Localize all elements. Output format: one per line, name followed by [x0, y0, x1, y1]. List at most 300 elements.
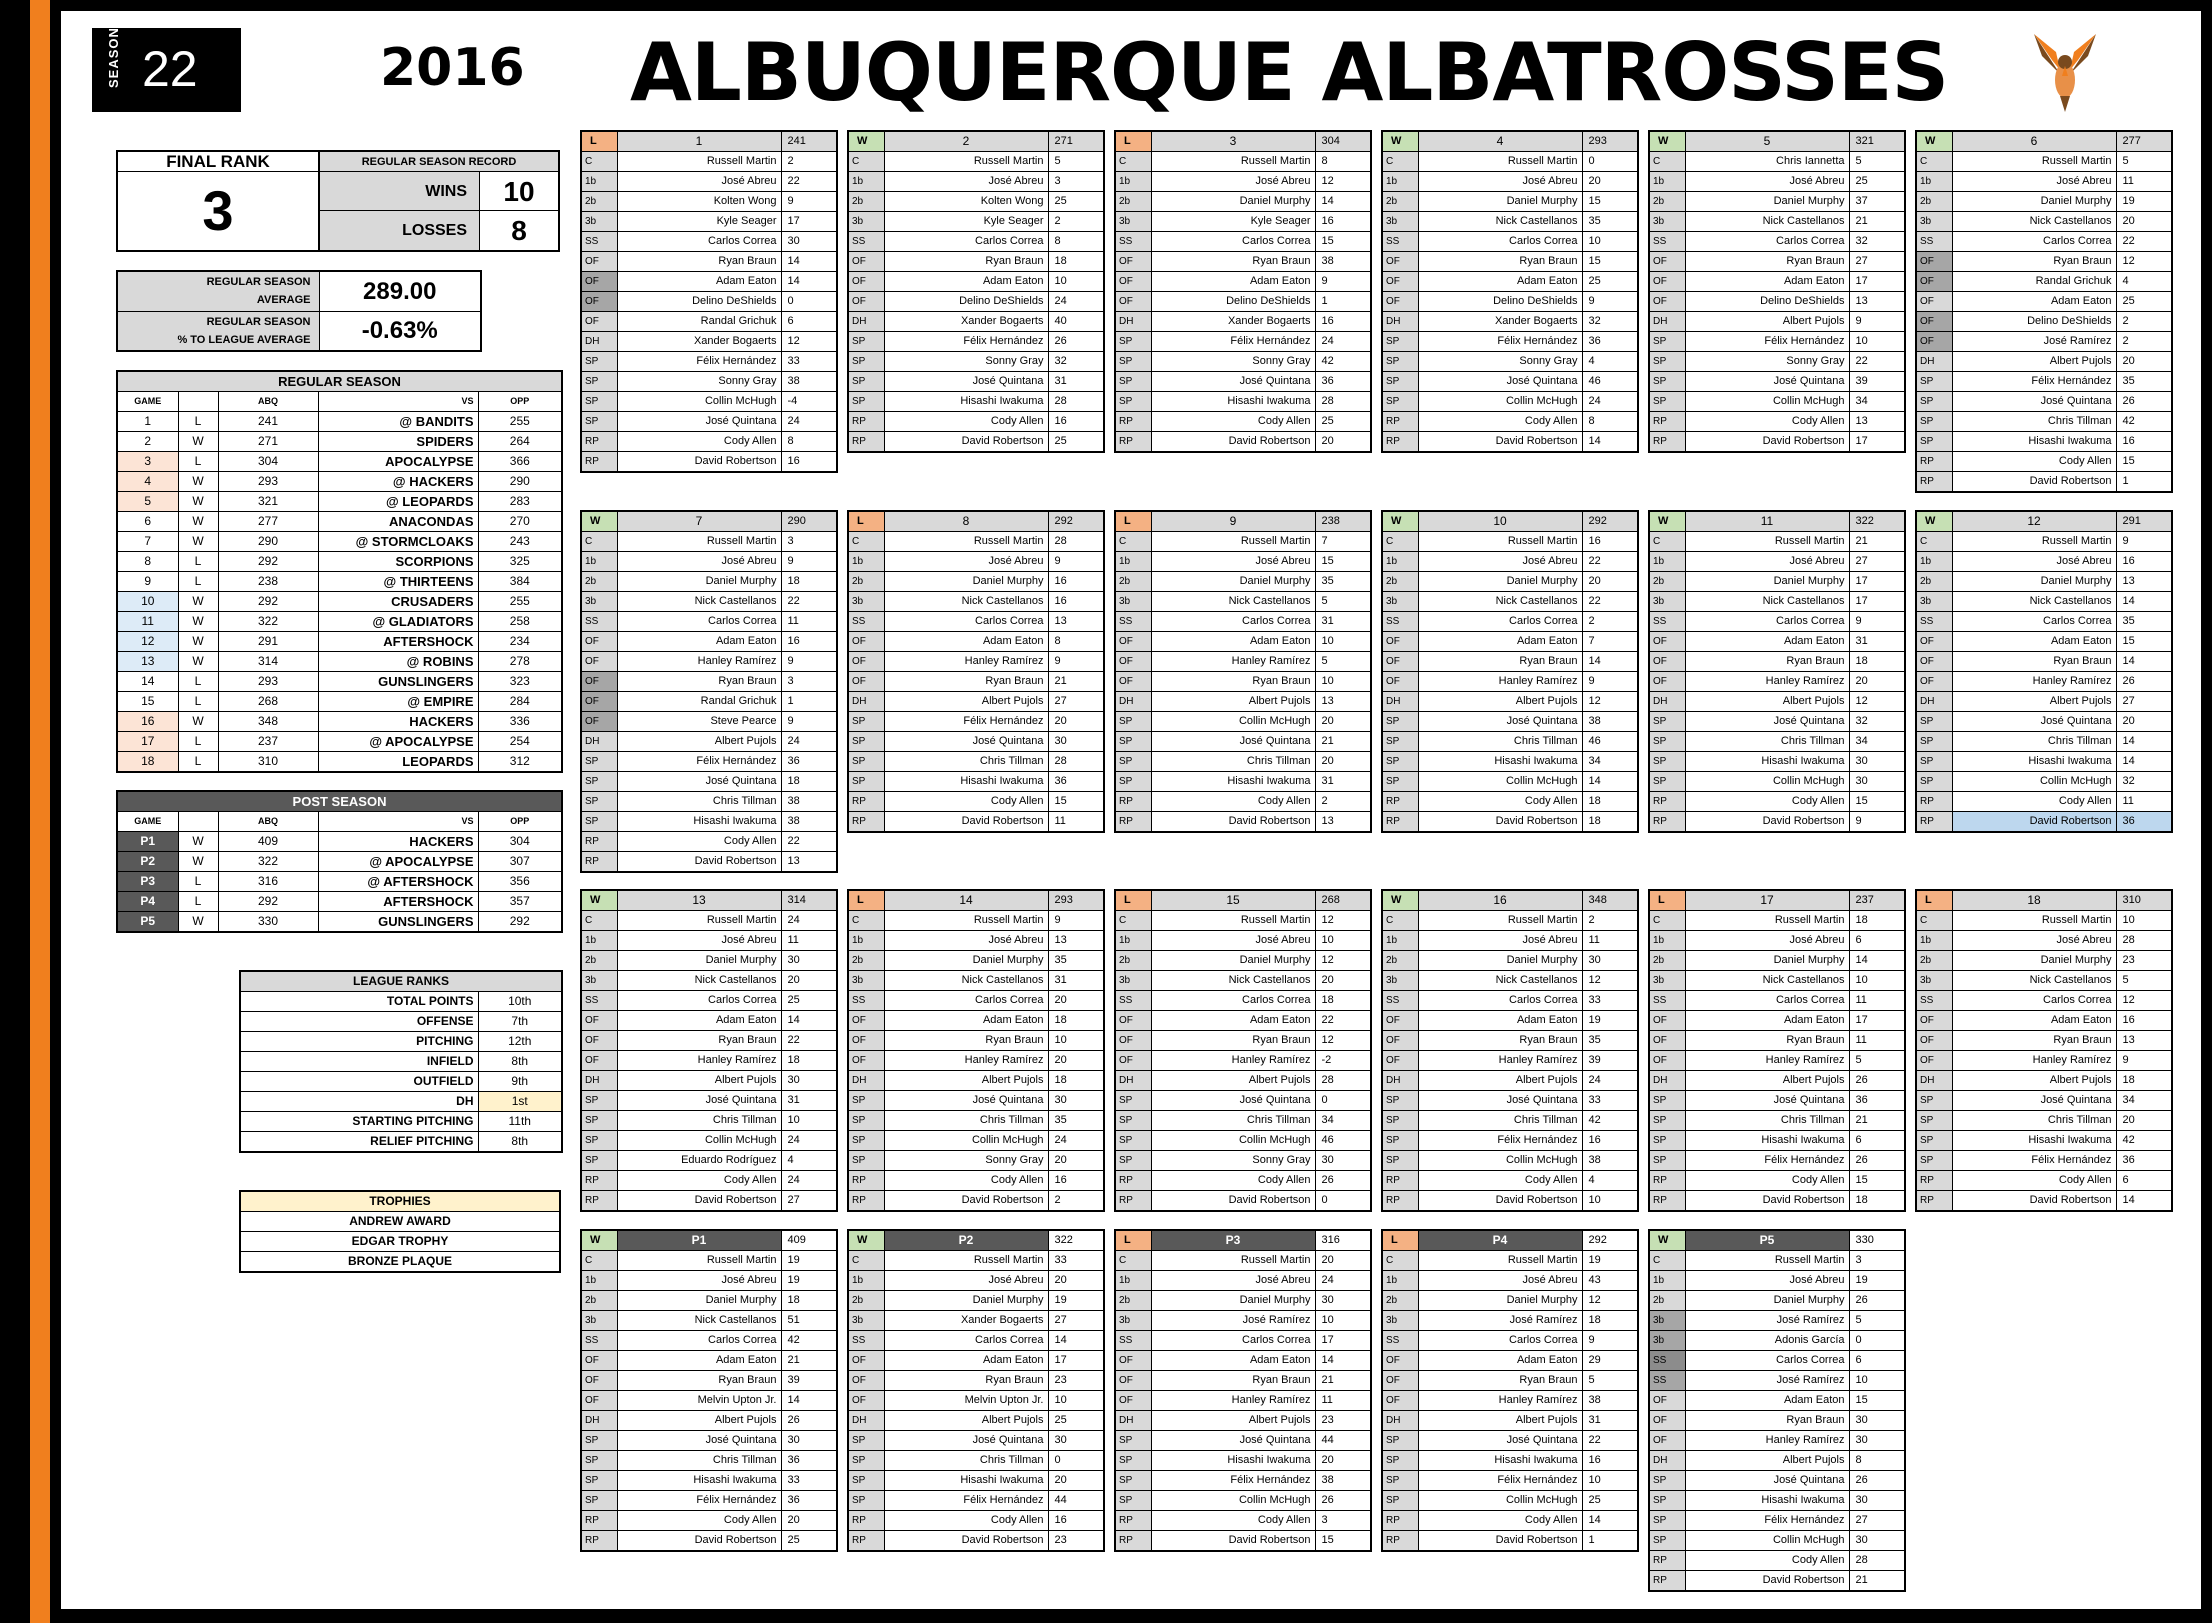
- player-points: 10: [1048, 1391, 1104, 1411]
- table-row: [848, 1531, 1104, 1552]
- league-ranks-title: LEAGUE RANKS: [240, 971, 562, 992]
- player-points: 4: [781, 1151, 837, 1171]
- player-name: Adam Eaton: [1151, 272, 1315, 292]
- player-name: Albert Pujols: [1685, 312, 1849, 332]
- player-points: 24: [781, 732, 837, 752]
- table-row: [1916, 312, 2172, 332]
- player-position: SP: [1649, 332, 1685, 352]
- table-row: [1382, 1511, 1638, 1531]
- player-points: 17: [1849, 572, 1905, 592]
- table-row: [1115, 1491, 1371, 1511]
- table-row: [1916, 951, 2172, 971]
- game-box-header: [581, 511, 837, 532]
- table-row: [581, 1431, 837, 1451]
- player-name: Hisashi Iwakuma: [1685, 1491, 1849, 1511]
- player-position: SP: [1115, 732, 1151, 752]
- player-position: SP: [1649, 1091, 1685, 1111]
- table-row: [1382, 712, 1638, 732]
- player-name: Hanley Ramírez: [617, 652, 781, 672]
- game-box-total: 290: [781, 511, 837, 532]
- post-season-title-row: [117, 791, 562, 812]
- player-position: OF: [1649, 292, 1685, 312]
- game-box-result: W: [1382, 511, 1418, 532]
- opponent-name: @ HACKERS: [318, 472, 478, 492]
- player-points: 14: [781, 252, 837, 272]
- player-points: 13: [1849, 292, 1905, 312]
- player-points: 18: [781, 572, 837, 592]
- player-position: SP: [1916, 372, 1952, 392]
- table-row: [1382, 792, 1638, 812]
- table-row: [848, 652, 1104, 672]
- player-position: SP: [1916, 772, 1952, 792]
- player-points: 14: [781, 1391, 837, 1411]
- table-row: [1115, 931, 1371, 951]
- player-position: SS: [1115, 612, 1151, 632]
- player-position: RP: [1115, 1531, 1151, 1552]
- player-name: José Quintana: [1151, 1091, 1315, 1111]
- game-box-total: 237: [1849, 890, 1905, 911]
- table-row: [581, 1371, 837, 1391]
- player-position: SP: [1382, 1491, 1418, 1511]
- table-row: [117, 672, 562, 692]
- game-box: [847, 130, 1105, 453]
- player-points: 2: [1048, 212, 1104, 232]
- player-name: Félix Hernández: [1418, 1131, 1582, 1151]
- game-box-number: 13: [617, 890, 781, 911]
- game-box-number: 14: [884, 890, 1048, 911]
- player-position: DH: [1649, 1071, 1685, 1091]
- table-row: [1916, 612, 2172, 632]
- player-position: SP: [581, 1091, 617, 1111]
- player-name: Kolten Wong: [884, 192, 1048, 212]
- player-points: 16: [2116, 432, 2172, 452]
- player-position: RP: [1115, 432, 1151, 453]
- player-name: José Ramírez: [1418, 1311, 1582, 1331]
- table-row: [848, 1111, 1104, 1131]
- player-position: SP: [848, 772, 884, 792]
- player-name: Ryan Braun: [617, 1031, 781, 1051]
- table-row: [1115, 532, 1371, 552]
- table-row: [848, 1311, 1104, 1331]
- player-position: OF: [848, 1051, 884, 1071]
- table-row: [1382, 292, 1638, 312]
- player-position: 1b: [581, 931, 617, 951]
- player-points: 24: [1315, 332, 1371, 352]
- table-row: [1115, 352, 1371, 372]
- table-row: [240, 992, 562, 1012]
- player-name: Hisashi Iwakuma: [1151, 772, 1315, 792]
- player-name: Ryan Braun: [617, 672, 781, 692]
- player-name: Hanley Ramírez: [1685, 1051, 1849, 1071]
- team-title: ALBUQUERQUE ALBATROSSES: [630, 26, 1949, 119]
- player-position: SS: [1382, 1331, 1418, 1351]
- player-name: Hanley Ramírez: [884, 1051, 1048, 1071]
- table-row: [1649, 1551, 1905, 1571]
- player-points: 14: [2116, 1191, 2172, 1212]
- player-name: Adam Eaton: [1151, 1351, 1315, 1371]
- player-points: 14: [1582, 772, 1638, 792]
- player-name: Cody Allen: [1685, 412, 1849, 432]
- table-row: [1649, 632, 1905, 652]
- table-row: [1649, 1491, 1905, 1511]
- player-name: Cody Allen: [1418, 1511, 1582, 1531]
- player-position: SP: [1382, 332, 1418, 352]
- player-name: Carlos Correa: [1685, 612, 1849, 632]
- player-position: SS: [848, 991, 884, 1011]
- player-name: Ryan Braun: [884, 672, 1048, 692]
- table-row: [581, 172, 837, 192]
- table-row: [1916, 732, 2172, 752]
- player-name: David Robertson: [617, 1531, 781, 1552]
- player-name: Carlos Correa: [884, 1331, 1048, 1351]
- player-points: 34: [1582, 752, 1638, 772]
- player-points: 8: [781, 432, 837, 452]
- table-row: [1916, 931, 2172, 951]
- game-box-result: L: [848, 511, 884, 532]
- player-position: RP: [1649, 812, 1685, 833]
- opponent-score: 278: [478, 652, 562, 672]
- table-row: [1382, 812, 1638, 833]
- player-points: 24: [1315, 1271, 1371, 1291]
- player-position: C: [1382, 911, 1418, 931]
- game-number: P1: [117, 832, 178, 852]
- player-position: SP: [581, 752, 617, 772]
- player-points: 20: [1849, 672, 1905, 692]
- rank-value: 11th: [478, 1112, 562, 1132]
- player-points: 42: [1315, 352, 1371, 372]
- player-name: Daniel Murphy: [1151, 1291, 1315, 1311]
- player-position: DH: [848, 1071, 884, 1091]
- avg-label: [117, 271, 319, 311]
- player-name: José Abreu: [1685, 172, 1849, 192]
- player-position: SP: [1382, 372, 1418, 392]
- game-box: [1648, 1229, 1906, 1592]
- player-points: 14: [1582, 1511, 1638, 1531]
- table-row: [1115, 152, 1371, 172]
- game-box-result: L: [581, 131, 617, 152]
- player-position: RP: [1649, 1551, 1685, 1571]
- player-points: 14: [1315, 1351, 1371, 1371]
- table-row: [581, 1031, 837, 1051]
- player-name: José Quintana: [1418, 712, 1582, 732]
- abq-score: 322: [218, 852, 318, 872]
- table-row: [848, 1391, 1104, 1411]
- player-position: 3b: [848, 1311, 884, 1331]
- player-name: José Abreu: [884, 552, 1048, 572]
- table-row: [581, 152, 837, 172]
- table-row: [1916, 692, 2172, 712]
- trophies-title: TROPHIES: [240, 1191, 560, 1212]
- player-position: SP: [848, 1111, 884, 1131]
- player-name: David Robertson: [1151, 1191, 1315, 1212]
- table-row: [1382, 772, 1638, 792]
- game-box-header: [1382, 890, 1638, 911]
- game-box-header: [581, 890, 837, 911]
- table-row: [581, 1311, 837, 1331]
- game-box-header: [1649, 1230, 1905, 1251]
- player-name: Russell Martin: [1685, 1251, 1849, 1271]
- table-row: [1382, 312, 1638, 332]
- final-rank-value: 3: [118, 172, 320, 250]
- table-row: [848, 392, 1104, 412]
- player-position: C: [581, 911, 617, 931]
- table-row: [581, 1471, 837, 1491]
- player-points: 14: [1582, 432, 1638, 453]
- player-position: 1b: [1649, 1271, 1685, 1291]
- player-position: OF: [1382, 1011, 1418, 1031]
- player-points: 1: [1582, 1531, 1638, 1552]
- table-row: [848, 1291, 1104, 1311]
- player-name: Russell Martin: [1685, 532, 1849, 552]
- player-position: 3b: [1916, 592, 1952, 612]
- player-name: Félix Hernández: [617, 1491, 781, 1511]
- player-name: Carlos Correa: [1418, 1331, 1582, 1351]
- player-position: 3b: [1382, 592, 1418, 612]
- player-name: Hisashi Iwakuma: [1952, 432, 2116, 452]
- opponent-name: HACKERS: [318, 712, 478, 732]
- player-points: 20: [1315, 712, 1371, 732]
- player-points: 13: [1315, 692, 1371, 712]
- table-row: [1382, 572, 1638, 592]
- player-name: José Abreu: [617, 931, 781, 951]
- player-points: 27: [2116, 692, 2172, 712]
- player-points: 23: [1048, 1371, 1104, 1391]
- player-points: 20: [2116, 212, 2172, 232]
- table-row: [581, 951, 837, 971]
- player-position: SP: [848, 1451, 884, 1471]
- table-row: [1382, 152, 1638, 172]
- column-header: ABQ: [218, 392, 318, 412]
- player-position: SP: [581, 1431, 617, 1451]
- player-points: 19: [1582, 1251, 1638, 1271]
- game-number: 5: [117, 492, 178, 512]
- player-name: Ryan Braun: [617, 1371, 781, 1391]
- player-name: Carlos Correa: [1952, 232, 2116, 252]
- player-position: 2b: [1115, 951, 1151, 971]
- player-points: 33: [1582, 991, 1638, 1011]
- player-points: 2: [2116, 332, 2172, 352]
- table-row: [581, 192, 837, 212]
- player-name: Chris Tillman: [1952, 732, 2116, 752]
- player-position: SP: [848, 752, 884, 772]
- player-position: RP: [1382, 412, 1418, 432]
- player-name: Nick Castellanos: [1418, 971, 1582, 991]
- player-points: 6: [2116, 1171, 2172, 1191]
- player-position: SP: [848, 1431, 884, 1451]
- player-name: Delino DeShields: [1151, 292, 1315, 312]
- player-position: SP: [1115, 752, 1151, 772]
- table-row: [1115, 812, 1371, 833]
- player-points: 36: [781, 1451, 837, 1471]
- table-row: [1382, 752, 1638, 772]
- table-row: [581, 911, 837, 931]
- player-points: 3: [1315, 1511, 1371, 1531]
- player-name: Sonny Gray: [1418, 352, 1582, 372]
- player-points: 40: [1048, 312, 1104, 332]
- table-row: [1916, 592, 2172, 612]
- game-number: 11: [117, 612, 178, 632]
- player-name: Xander Bogaerts: [1151, 312, 1315, 332]
- player-name: Albert Pujols: [617, 1071, 781, 1091]
- player-points: 35: [1048, 951, 1104, 971]
- player-position: OF: [1916, 672, 1952, 692]
- table-row: [1382, 252, 1638, 272]
- player-position: SP: [848, 712, 884, 732]
- player-position: 1b: [1649, 552, 1685, 572]
- table-row: [1916, 752, 2172, 772]
- player-points: 18: [1048, 252, 1104, 272]
- player-points: 25: [1048, 432, 1104, 453]
- player-name: Cody Allen: [1151, 792, 1315, 812]
- table-row: [117, 692, 562, 712]
- table-row: [1916, 352, 2172, 372]
- game-box-number: 6: [1952, 131, 2116, 152]
- regular-season-header-row: [117, 392, 562, 412]
- player-points: 20: [1048, 1471, 1104, 1491]
- player-position: OF: [581, 712, 617, 732]
- player-name: Collin McHugh: [1685, 1531, 1849, 1551]
- game-box-result: W: [581, 890, 617, 911]
- table-row: [1916, 1151, 2172, 1171]
- player-name: Félix Hernández: [1685, 1151, 1849, 1171]
- player-points: 13: [2116, 1031, 2172, 1051]
- table-row: [1382, 172, 1638, 192]
- player-name: Albert Pujols: [617, 732, 781, 752]
- game-box-result: W: [1916, 131, 1952, 152]
- table-row: [848, 1471, 1104, 1491]
- table-row: [1115, 1191, 1371, 1212]
- player-position: RP: [1916, 472, 1952, 493]
- player-position: DH: [848, 1411, 884, 1431]
- table-row: [1115, 971, 1371, 991]
- player-points: 12: [1315, 1031, 1371, 1051]
- player-points: 42: [781, 1331, 837, 1351]
- table-row: [1916, 392, 2172, 412]
- game-box-header: [1916, 131, 2172, 152]
- player-position: C: [1382, 1251, 1418, 1271]
- player-position: SP: [1382, 772, 1418, 792]
- table-row: [1649, 951, 1905, 971]
- player-position: OF: [1382, 1391, 1418, 1411]
- player-position: OF: [1115, 1051, 1151, 1071]
- table-row: [1649, 1251, 1905, 1271]
- game-box-result: L: [1115, 1230, 1151, 1251]
- player-position: RP: [1382, 432, 1418, 453]
- player-name: Ryan Braun: [1151, 672, 1315, 692]
- player-points: 25: [1582, 1491, 1638, 1511]
- player-name: Chris Tillman: [884, 1111, 1048, 1131]
- player-points: 22: [1582, 552, 1638, 572]
- player-position: SP: [1649, 1511, 1685, 1531]
- player-points: 36: [781, 752, 837, 772]
- game-number: 3: [117, 452, 178, 472]
- table-row: [1649, 1371, 1905, 1391]
- opponent-score: 357: [478, 892, 562, 912]
- player-points: 23: [1048, 1531, 1104, 1552]
- player-position: 1b: [1916, 931, 1952, 951]
- player-position: RP: [1115, 1191, 1151, 1212]
- player-points: 35: [1048, 1111, 1104, 1131]
- player-name: Collin McHugh: [1685, 392, 1849, 412]
- player-position: RP: [848, 432, 884, 453]
- player-position: 3b: [1115, 592, 1151, 612]
- player-name: José Quintana: [884, 1431, 1048, 1451]
- game-result: W: [178, 432, 218, 452]
- player-name: Cody Allen: [884, 1171, 1048, 1191]
- player-position: C: [848, 911, 884, 931]
- game-box-header: [1649, 511, 1905, 532]
- game-box-number: P5: [1685, 1230, 1849, 1251]
- record-label: REGULAR SEASON RECORD: [320, 152, 558, 172]
- player-points: 28: [1849, 1551, 1905, 1571]
- player-name: Nick Castellanos: [1418, 592, 1582, 612]
- player-name: Carlos Correa: [1952, 991, 2116, 1011]
- player-position: OF: [581, 1051, 617, 1071]
- table-row: [1916, 652, 2172, 672]
- game-box: [1915, 510, 2173, 833]
- player-name: José Abreu: [617, 172, 781, 192]
- player-name: Ryan Braun: [1418, 652, 1582, 672]
- table-row: [117, 912, 562, 933]
- player-name: Hisashi Iwakuma: [1151, 392, 1315, 412]
- table-row: [848, 432, 1104, 453]
- player-position: SP: [848, 372, 884, 392]
- player-points: 6: [1849, 931, 1905, 951]
- game-result: L: [178, 752, 218, 773]
- table-row: [1382, 612, 1638, 632]
- game-box-total: 322: [1048, 1230, 1104, 1251]
- player-position: OF: [848, 292, 884, 312]
- table-row: [581, 432, 837, 452]
- game-box: [580, 889, 838, 1212]
- player-name: David Robertson: [884, 1531, 1048, 1552]
- player-name: Cody Allen: [1151, 412, 1315, 432]
- table-row: [1916, 552, 2172, 572]
- player-points: 18: [1048, 1071, 1104, 1091]
- player-points: 11: [2116, 172, 2172, 192]
- avg-label-line1: REGULAR SEASON: [206, 276, 311, 289]
- player-points: 5: [2116, 971, 2172, 991]
- table-row: [581, 1331, 837, 1351]
- player-points: 10: [1315, 632, 1371, 652]
- player-points: 20: [1315, 1251, 1371, 1271]
- player-position: OF: [581, 272, 617, 292]
- player-points: 38: [1315, 252, 1371, 272]
- player-points: 10: [1048, 272, 1104, 292]
- player-points: 19: [781, 1251, 837, 1271]
- table-row: [1382, 1251, 1638, 1271]
- player-points: 18: [1582, 792, 1638, 812]
- abq-score: 271: [218, 432, 318, 452]
- table-row: [1115, 552, 1371, 572]
- player-position: OF: [1916, 312, 1952, 332]
- player-points: 17: [1315, 1331, 1371, 1351]
- player-points: 9: [1582, 292, 1638, 312]
- table-row: [117, 852, 562, 872]
- table-row: [581, 352, 837, 372]
- table-row: [117, 552, 562, 572]
- player-name: Carlos Correa: [1685, 991, 1849, 1011]
- avg-value: 289.00: [319, 271, 481, 311]
- table-row: [581, 452, 837, 473]
- player-position: 3b: [1115, 1311, 1151, 1331]
- game-number: 8: [117, 552, 178, 572]
- player-points: 46: [1582, 732, 1638, 752]
- player-position: 2b: [1916, 951, 1952, 971]
- player-name: Félix Hernández: [884, 1491, 1048, 1511]
- player-name: Russell Martin: [1151, 911, 1315, 931]
- table-row: [1382, 412, 1638, 432]
